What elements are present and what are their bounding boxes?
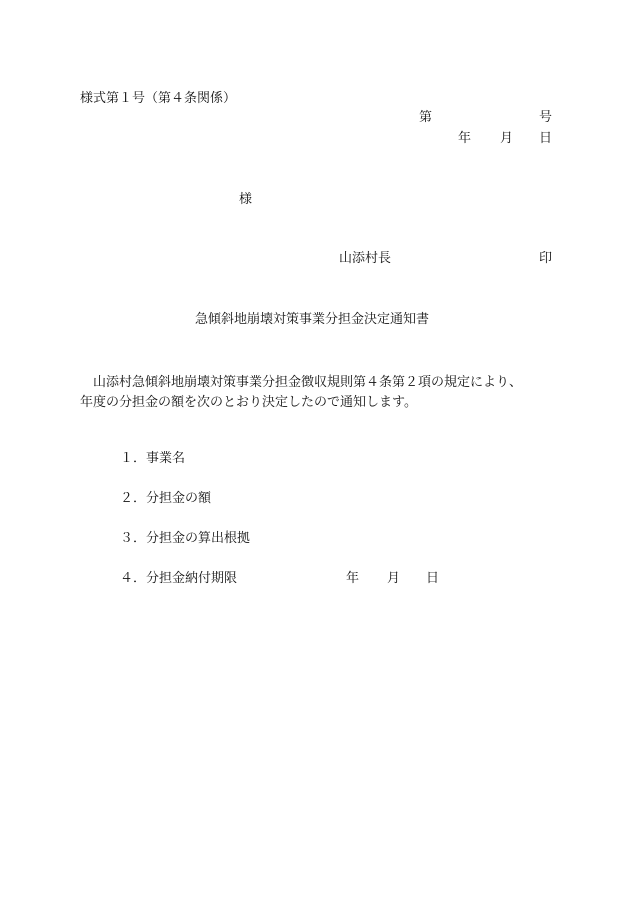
deadline-month: 月 [387, 571, 401, 586]
issue-date-month: 月 [500, 131, 514, 146]
item-label: 分担金の額 [146, 491, 212, 506]
item-label: 分担金納付期限 [146, 571, 238, 586]
addressee-suffix: 様 [239, 192, 253, 207]
list-item [120, 492, 211, 505]
list-item [120, 532, 250, 545]
doc-number-suffix: 号 [539, 110, 553, 125]
doc-number-prefix: 第 [419, 110, 433, 125]
form-number: 様式第１号（第４条関係） [80, 91, 237, 106]
issuer-name: 山添村長 [339, 251, 392, 266]
item-number: １． [120, 451, 147, 466]
list-item [120, 572, 450, 585]
body-paragraph [80, 373, 550, 413]
item-number: ２． [120, 491, 147, 506]
item-label: 事業名 [146, 451, 186, 466]
item-number: ４． [120, 571, 147, 586]
document-title: 急傾斜地崩壊対策事業分担金決定通知書 [195, 312, 430, 327]
issue-date-year: 年 [458, 131, 472, 146]
body-line-2: 年度の分担金の額を次のとおり決定したので通知します。 [80, 395, 417, 410]
item-label: 分担金の算出根拠 [146, 531, 251, 546]
deadline-day: 日 [426, 571, 440, 586]
issue-date-day: 日 [539, 131, 553, 146]
body-line-1: 山添村急傾斜地崩壊対策事業分担金徴収規則第４条第２項の規定により、 [93, 375, 523, 390]
deadline-year: 年 [346, 571, 360, 586]
seal-mark: 印 [539, 251, 553, 266]
list-item [120, 452, 185, 465]
item-number: ３． [120, 531, 147, 546]
